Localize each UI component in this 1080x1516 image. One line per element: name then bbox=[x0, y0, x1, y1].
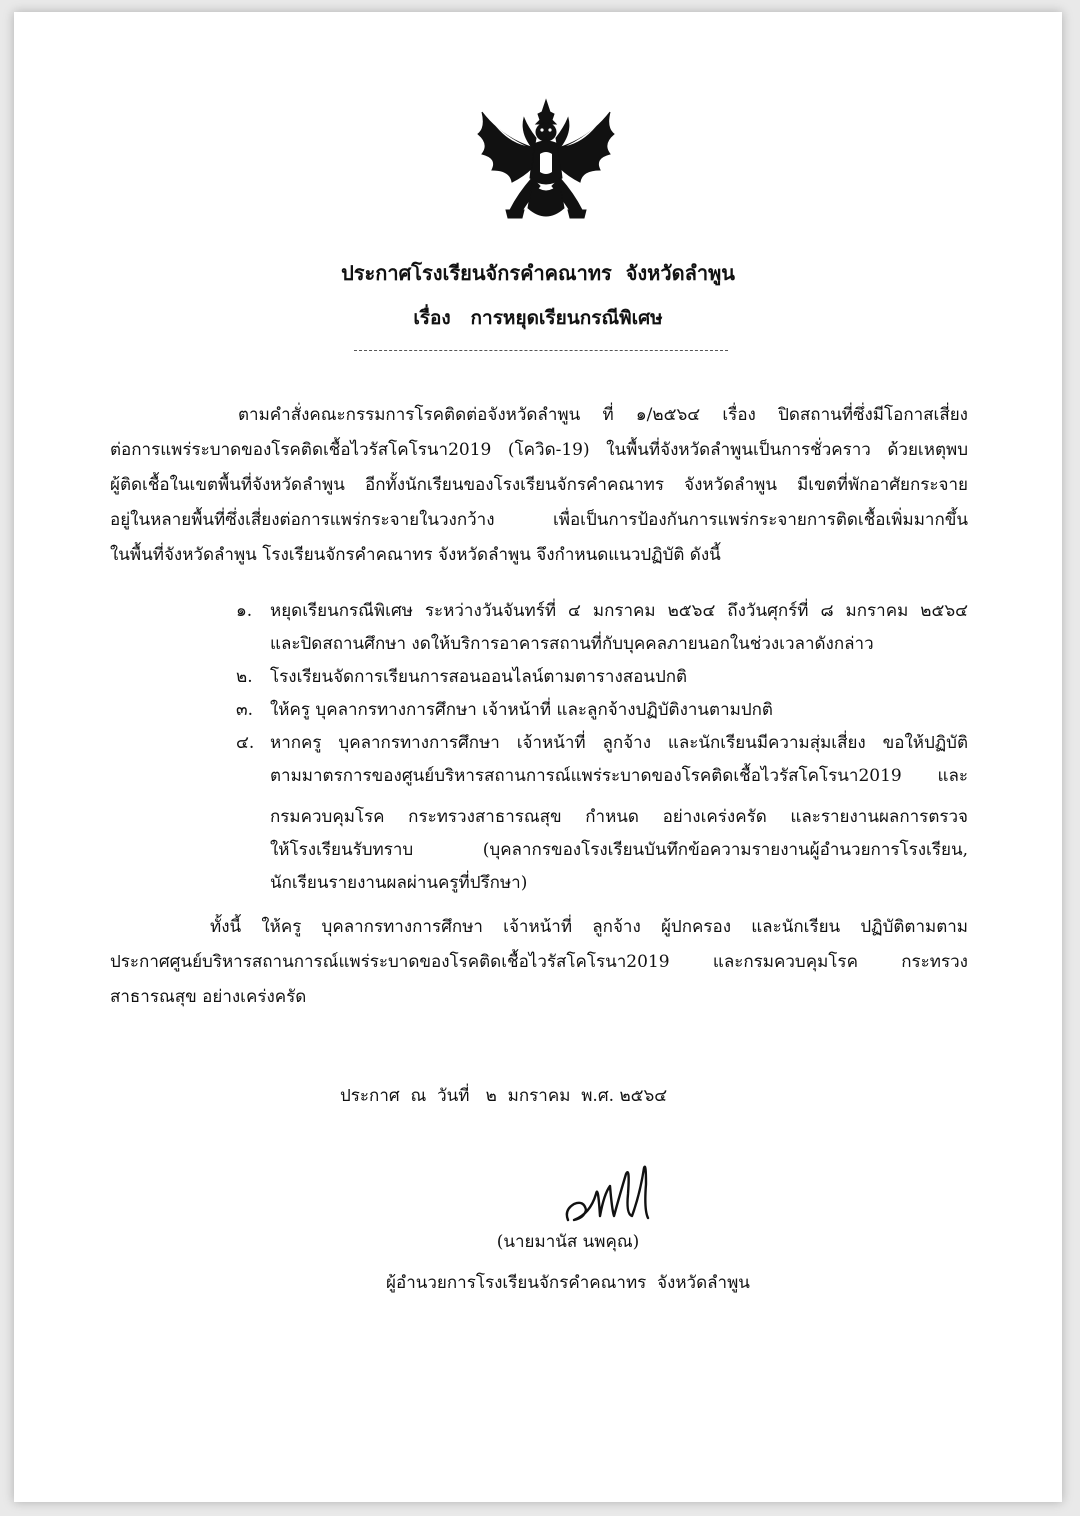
list-item-number: ๔. bbox=[236, 733, 255, 753]
list-item-line: และปิดสถานศึกษา งดให้บริการอาคารสถานที่กับบุคคลภายนอกในช่วงเวลาดังกล่าว bbox=[270, 634, 874, 654]
list-item bbox=[236, 595, 968, 661]
intro-line: ในพื้นที่จังหวัดลำพูน โรงเรียนจักรคำคณาทร จังหวัดลำพูน จึงกำหนดแนวปฏิบัติ ดังนี้ bbox=[110, 545, 721, 565]
list-item bbox=[236, 661, 968, 694]
list-item-line: โรงเรียนจัดการเรียนการสอนออนไลน์ตามตารางสอนปกติ bbox=[270, 667, 688, 687]
document-page bbox=[14, 12, 1062, 1502]
signatory-position: ผู้อำนวยการโรงเรียนจักรคำคณาทร จังหวัดลำพูน bbox=[386, 1273, 750, 1293]
list-item bbox=[236, 727, 968, 900]
intro-line: ต่อการแพร่ระบาดของโรคติดเชื้อไวรัสโคโรนา2019 (โควิด-19) ในพื้นที่จังหวัดลำพูนเป็นการชั่วคราว ด้วยเหตุพบ bbox=[110, 440, 968, 460]
intro-line: ผู้ติดเชื้อในเขตพื้นที่จังหวัดลำพูน อีกทั้งนักเรียนของโรงเรียนจักรคำคณาทร จังหวัดลำพูน มีเขตที่พักอาศัยกระจาย bbox=[110, 475, 968, 495]
closing-line: ทั้งนี้ ให้ครู บุคลากรทางการศึกษา เจ้าหน้าที่ ลูกจ้าง ผู้ปกครอง และนักเรียน ปฏิบัติตามตาม bbox=[210, 917, 968, 937]
handwritten-signature bbox=[560, 1154, 670, 1234]
announcement-date: ประกาศ ณ วันที่ ๒ มกราคม พ.ศ. ๒๕๖๔ bbox=[340, 1086, 668, 1106]
list-item-number: ๓. bbox=[236, 700, 254, 720]
list-item-line: ตามมาตรการของศูนย์บริหารสถานการณ์แพร่ระบาดของโรคติดเชื้อไวรัสโคโรนา2019 และ bbox=[270, 766, 968, 786]
list-item-line: ให้ครู บุคลากรทางการศึกษา เจ้าหน้าที่ และลูกจ้างปฏิบัติงานตามปกติ bbox=[270, 700, 773, 720]
list-item-number: ๒. bbox=[236, 667, 253, 687]
intro-line: ตามคำสั่งคณะกรรมการโรคติดต่อจังหวัดลำพูน ที่ ๑/๒๕๖๔ เรื่อง ปิดสถานที่ซึ่งมีโอกาสเสี่ยง bbox=[238, 405, 968, 425]
guideline-list bbox=[236, 595, 968, 900]
closing-paragraph bbox=[110, 910, 968, 1015]
announcement-title: ประกาศโรงเรียนจักรคำคณาทร จังหวัดลำพูน bbox=[341, 261, 735, 285]
closing-line: ประกาศศูนย์บริหารสถานการณ์แพร่ระบาดของโรคติดเชื้อไวรัสโคโรนา2019 และกรมควบคุมโรค กระทรวง bbox=[110, 952, 968, 972]
list-item-line: หยุดเรียนกรณีพิเศษ ระหว่างวันจันทร์ที่ ๔ มกราคม ๒๕๖๔ ถึงวันศุกร์ที่ ๘ มกราคม ๒๕๖๔ bbox=[270, 601, 968, 621]
signatory-name: (นายมานัส นพคุณ) bbox=[496, 1232, 640, 1252]
list-item-number: ๑. bbox=[236, 601, 253, 621]
announcement-subject: เรื่อง การหยุดเรียนกรณีพิเศษ bbox=[413, 307, 663, 329]
dashed-divider bbox=[354, 350, 728, 351]
list-item-line: นักเรียนรายงานผลผ่านครูที่ปรึกษา) bbox=[270, 873, 528, 893]
intro-line: อยู่ในหลายพื้นที่ซึ่งเสี่ยงต่อการแพร่กระจายในวงกว้าง เพื่อเป็นการป้องกันการแพร่กระจายการติดเชื้อเพิ่มมากขึ้น bbox=[110, 510, 968, 530]
list-item bbox=[236, 694, 968, 727]
list-item-line: กรมควบคุมโรค กระทรวงสาธารณสุข กำหนด อย่างเคร่งครัด และรายงานผลการตรวจ bbox=[270, 807, 968, 827]
intro-paragraph bbox=[110, 398, 968, 573]
list-item-line: หากครู บุคลากรทางการศึกษา เจ้าหน้าที่ ลูกจ้าง และนักเรียนมีความสุ่มเสี่ยง ขอให้ปฏิบัติ bbox=[270, 733, 968, 753]
closing-line: สาธารณสุข อย่างเคร่งครัด bbox=[110, 987, 307, 1007]
list-item-line: ให้โรงเรียนรับทราบ (บุคลากรของโรงเรียนบันทึกข้อความรายงานผู้อำนวยการโรงเรียน, bbox=[270, 840, 968, 860]
garuda-emblem-icon bbox=[472, 98, 620, 232]
